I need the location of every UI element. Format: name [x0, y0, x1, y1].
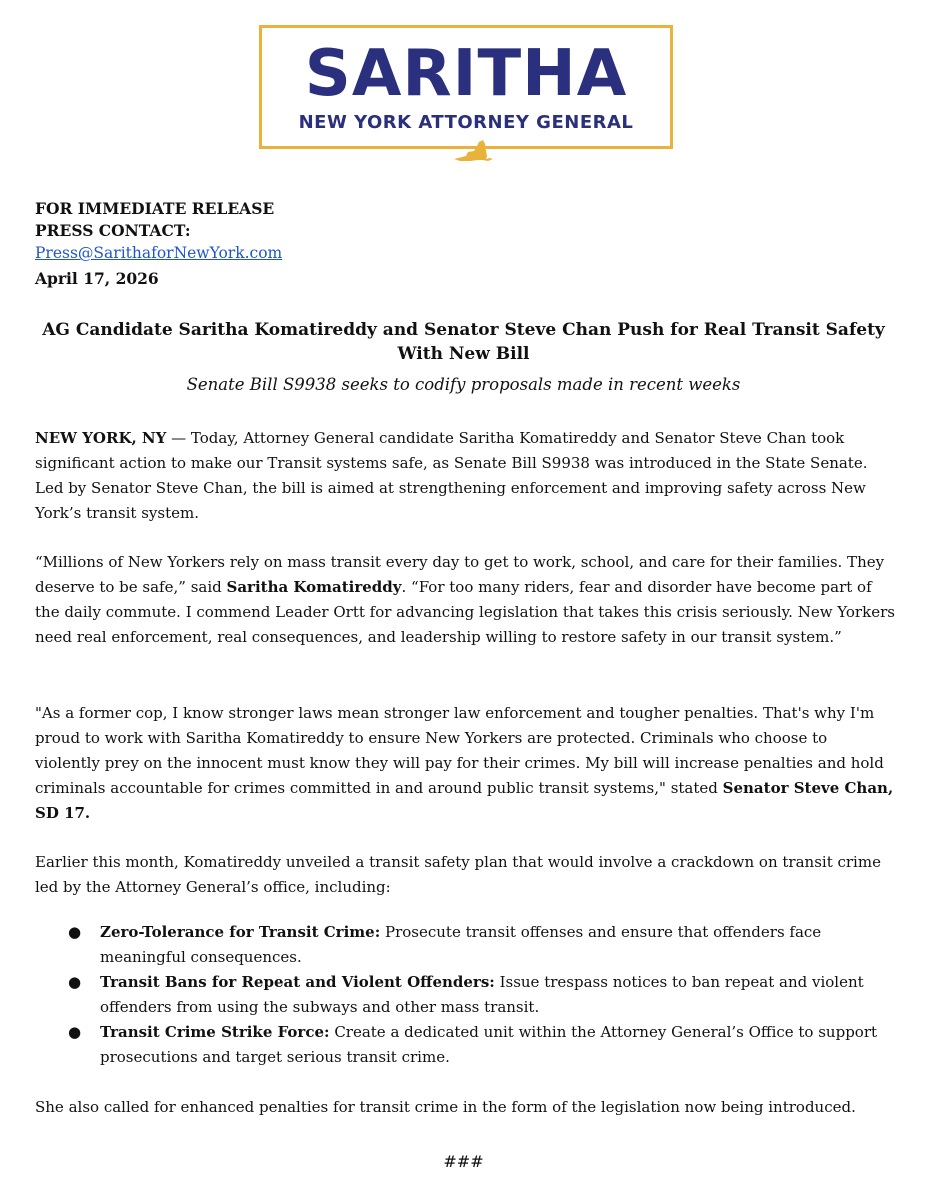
list-item	[35, 920, 895, 970]
bullet-title: Transit Crime Strike Force:	[100, 1023, 330, 1041]
plan-text: Earlier this month, Komatireddy unveiled a transit safety plan that would involve a crackdown on transit crime led by the Attorney General’s office, including:	[35, 853, 881, 896]
dateline: NEW YORK, NY	[35, 429, 167, 447]
quote-part-1: “Millions of New Yorkers rely on mass transit every day to get to work, school, and care for their families. They deserve to be safe,” said	[35, 553, 885, 596]
bullet-dot-icon: ●	[68, 1023, 82, 1041]
headline: AG Candidate Saritha Komatireddy and Senator Steve Chan Push for Real Transit Safety With New Bill	[42, 320, 885, 364]
bullet-dot-icon: ●	[68, 973, 82, 991]
bullet-text: Create a dedicated unit within the Attorney General’s Office to support prosecutions and target serious transit crime.	[100, 1023, 878, 1066]
list-item	[35, 1020, 895, 1070]
speaker-komatireddy: Saritha Komatireddy	[226, 578, 402, 596]
bullet-title: Transit Bans for Repeat and Violent Offenders:	[100, 973, 495, 991]
release-label: FOR IMMEDIATE RELEASE	[35, 199, 275, 218]
intro-text: — Today, Attorney General candidate Saritha Komatireddy and Senator Steve Chan took significant action to make our Transit systems safe, as Senate Bill S9938 was introduced in the State Senate. Led by Senator Steve Chan, the bill is aimed at strengthening enforcement and improving safety across New York’s transit system.	[35, 429, 868, 522]
paragraph-quote-komatireddy	[35, 550, 895, 650]
logo-name: SARITHA	[304, 37, 628, 111]
press-contact-label: PRESS CONTACT:	[35, 221, 191, 240]
speaker-chan: Senator Steve Chan, SD 17.	[35, 779, 894, 822]
release-header	[35, 198, 282, 290]
paragraph-closing	[35, 1095, 895, 1120]
quote-chan-text: "As a former cop, I know stronger laws mean stronger law enforcement and tougher penalties. That's why I'm proud to work with Saritha Komatireddy to ensure New Yorkers are protected. Criminals who choose to violently prey on the innocent must know they will pay for their crimes. My bill will increase penalties and hold criminals accountable for crimes committed in and around public transit systems," stated	[35, 704, 884, 797]
paragraph-intro	[35, 426, 895, 526]
new-york-state-icon	[452, 139, 494, 163]
bullet-text: Issue trespass notices to ban repeat and violent offenders from using the subways and other mass transit.	[100, 973, 864, 1016]
plan-bullet-list	[35, 920, 895, 1070]
release-date: April 17, 2026	[35, 269, 159, 288]
list-item	[35, 970, 895, 1020]
closing-text: She also called for enhanced penalties for transit crime in the form of the legislation now being introduced.	[35, 1098, 856, 1116]
logo-subtitle: NEW YORK ATTORNEY GENERAL	[298, 112, 634, 133]
quote-part-2: . “For too many riders, fear and disorder have become part of the daily commute. I commend Leader Ortt for advancing legislation that takes this crisis seriously. New Yorkers need real enforcement, real consequences, and leadership willing to restore safety in our transit system.”	[35, 578, 895, 646]
bullet-dot-icon: ●	[68, 923, 82, 941]
campaign-logo	[259, 25, 673, 149]
press-email-link[interactable]: Press@SarithaforNewYork.com	[35, 244, 283, 262]
end-mark: ###	[443, 1152, 484, 1171]
paragraph-plan	[35, 850, 895, 900]
bullet-title: Zero-Tolerance for Transit Crime:	[100, 923, 381, 941]
subheadline: Senate Bill S9938 seeks to codify proposals made in recent weeks	[186, 375, 741, 394]
bullet-text: Prosecute transit offenses and ensure that offenders face meaningful consequences.	[100, 923, 822, 966]
paragraph-quote-chan	[35, 701, 895, 826]
